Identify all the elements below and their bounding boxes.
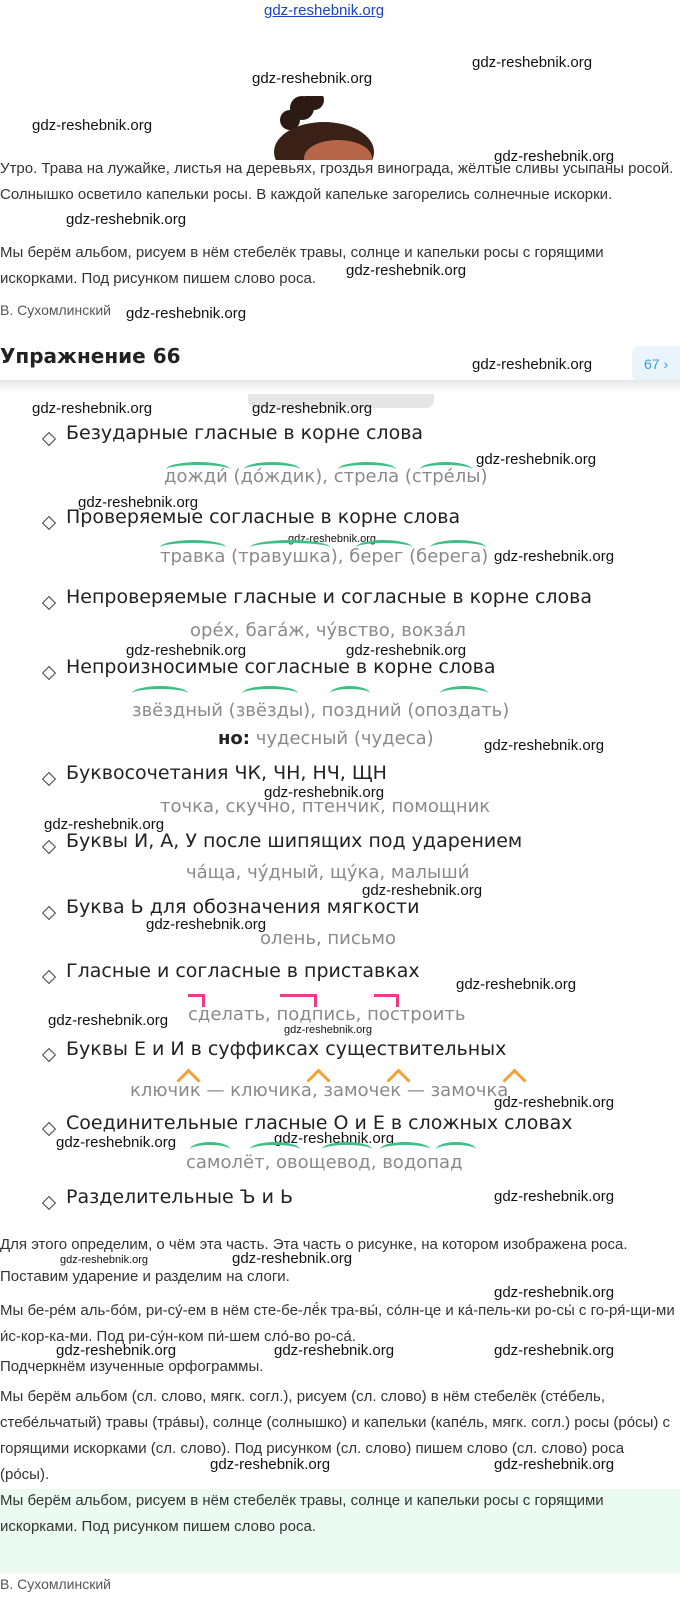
intro-paragraph-2: Мы берём альбом, рисуем в нём стебелёк травы, солнце и капельки росы с горящими искорками. Под рисунком пишем слово роса.: [0, 244, 604, 287]
rule-example: ча́ща, чу́дный, щу́ка, малыши́: [186, 862, 470, 883]
rule-example: оре́х, бага́ж, чу́вство, вокза́л: [190, 620, 466, 641]
watermark: gdz-reshebnik.org: [126, 642, 247, 659]
watermark: gdz-reshebnik.org: [494, 1284, 615, 1301]
rule-example: травка (травушка), берег (берега): [160, 546, 489, 567]
rule-title: Непроизносимые согласные в корне слова: [66, 656, 496, 678]
rule-title: Буква Ь для обозначения мягкости: [66, 896, 420, 918]
rule-bullet-icon: [42, 772, 56, 786]
rule-example: ключик — ключика, замочек — замочка: [130, 1080, 509, 1101]
watermark: gdz-reshebnik.org: [484, 737, 605, 754]
rule-example-note: [218, 728, 434, 749]
root-arc: [132, 686, 188, 701]
watermark: gdz-reshebnik.org: [264, 784, 385, 801]
root-arc: [330, 686, 370, 701]
rule-title: Буквы И, А, У после шипящих под ударением: [66, 830, 523, 852]
watermark: gdz-reshebnik.org: [476, 451, 597, 468]
watermark: gdz-reshebnik.org: [288, 533, 377, 545]
rule-bullet-icon: [42, 516, 56, 530]
rule-bullet-icon: [42, 596, 56, 610]
rule-bullet-icon: [42, 432, 56, 446]
rule-bullet-icon: [42, 666, 56, 680]
rule-title: Буквы Е и И в суффиксах существительных: [66, 1038, 507, 1060]
watermark: gdz-reshebnik.org: [66, 211, 187, 228]
rule-example: дожди́ (до́ждик), стрела (стре́лы): [164, 466, 488, 487]
rule-title: Непроверяемые гласные и согласные в корне слова: [66, 586, 593, 608]
watermark: gdz-reshebnik.org: [252, 70, 373, 87]
watermark: gdz-reshebnik.org: [346, 262, 467, 279]
watermark: gdz-reshebnik.org: [494, 1456, 615, 1473]
watermark: gdz-reshebnik.org: [494, 1094, 615, 1111]
note-label: но:: [218, 728, 251, 749]
watermark: gdz-reshebnik.org: [32, 117, 153, 134]
rule-example: самолёт, овощевод, водопад: [186, 1152, 463, 1173]
root-arc: [440, 686, 488, 701]
watermark: gdz-reshebnik.org: [346, 642, 467, 659]
watermark: gdz-reshebnik.org: [284, 1024, 373, 1036]
solution-orthograms: Мы берём альбом (сл. слово, мягк. согл.), рисуем (сл. слово) в нём стебелёк (сте́бель, стебе́льчатый) травы (тра́вы), солнце (солнышко) и капельки (капе́ль, мягк. согл.) росы (ро́сы) с горящими искорками (сл. слово). Под рисунком (сл. слово) пишем слово (сл. слово) роса (ро́сы).: [0, 1388, 671, 1483]
watermark: gdz-reshebnik.org: [362, 882, 483, 899]
watermark: gdz-reshebnik.org: [56, 1134, 177, 1151]
rule-title: Разделительные Ъ и Ь: [66, 1186, 294, 1208]
rule-title: Соединительные гласные О и Е в сложных словах: [66, 1112, 573, 1134]
watermark: gdz-reshebnik.org: [252, 400, 373, 417]
rule-bullet-icon: [42, 1122, 56, 1136]
watermark: gdz-reshebnik.org: [60, 1254, 149, 1266]
watermark: gdz-reshebnik.org: [232, 1250, 353, 1267]
watermark: gdz-reshebnik.org: [274, 1342, 395, 1359]
root-arc: [242, 686, 298, 701]
rule-title: Безударные гласные в корне слова: [66, 422, 424, 444]
note-text: чудесный (чудеса): [255, 728, 434, 749]
rule-bullet-icon: [42, 840, 56, 854]
watermark: gdz-reshebnik.org: [32, 400, 153, 417]
final-text: Мы берём альбом, рисуем в нём стебелёк травы, солнце и капельки росы с горящими искорками. Под рисунком пишем слово роса.: [0, 1492, 604, 1535]
watermark: gdz-reshebnik.org: [146, 916, 267, 933]
exercise-title: Упражнение 66: [0, 344, 181, 368]
rule-example: сделать, подпись, построить: [188, 1004, 466, 1025]
rule-bullet-icon: [42, 906, 56, 920]
watermark: gdz-reshebnik.org: [210, 1456, 331, 1473]
rule-title: Буквосочетания ЧК, ЧН, НЧ, ЩН: [66, 762, 387, 784]
intro-author: В. Сухомлинский: [0, 302, 111, 318]
watermark: gdz-reshebnik.org: [494, 548, 615, 565]
watermark: gdz-reshebnik.org: [44, 816, 165, 833]
avatar-illustration: [268, 96, 376, 160]
rule-example: звёздный (звёзды), поздний (опоздать): [132, 700, 510, 721]
solution-line-2: Поставим ударение и разделим на слоги.: [0, 1268, 290, 1285]
watermark: gdz-reshebnik.org: [472, 356, 593, 373]
rule-bullet-icon: [42, 970, 56, 984]
rule-bullet-icon: [42, 1048, 56, 1062]
solution-syllables: Мы бе-ре́м аль-бо́м, ри-су́-ем в нём сте-бе-лё́к тра-вы́, со́лн-це и ка́-пель-ки ро-сы́ с го-ря́-щи-ми и́с-кор-ка-ми. Под ри-су́н-ком пи́-шем сло́-во ро-са́.: [0, 1302, 675, 1345]
watermark: gdz-reshebnik.org: [494, 148, 615, 165]
watermark: gdz-reshebnik.org: [78, 494, 199, 511]
final-author: В. Сухомлинский: [0, 1576, 111, 1592]
watermark-link[interactable]: gdz-reshebnik.org: [264, 2, 385, 19]
watermark: gdz-reshebnik.org: [126, 305, 247, 322]
watermark: gdz-reshebnik.org: [472, 54, 593, 71]
rule-title: Гласные и согласные в приставках: [66, 960, 420, 982]
watermark: gdz-reshebnik.org: [274, 1130, 395, 1147]
rule-example: точка, скучно, птенчик, помощник: [160, 796, 491, 817]
solution-line-1: Для этого определим, о чём эта часть. Эта часть о рисунке, на котором изображена роса.: [0, 1236, 628, 1253]
watermark: gdz-reshebnik.org: [456, 976, 577, 993]
intro-paragraph-1: Утро. Трава на лужайке, листья на деревьях, гроздья винограда, жёлтые сливы усыпаны росой. Солнышко осветило капельки росы. В каждой капельке загорелись солнечные искорки.: [0, 160, 674, 203]
watermark: gdz-reshebnik.org: [494, 1188, 615, 1205]
header-shadow: [0, 380, 680, 394]
page-number-badge[interactable]: 67 ›: [632, 346, 680, 382]
watermark: gdz-reshebnik.org: [494, 1342, 615, 1359]
watermark: gdz-reshebnik.org: [56, 1342, 177, 1359]
page-number: 67: [644, 356, 660, 372]
solution-line-4: Подчеркнём изученные орфограммы.: [0, 1358, 264, 1375]
rule-bullet-icon: [42, 1196, 56, 1210]
watermark: gdz-reshebnik.org: [48, 1012, 169, 1029]
rule-example: олень, письмо: [260, 928, 396, 949]
rule-title: Проверяемые согласные в корне слова: [66, 506, 461, 528]
